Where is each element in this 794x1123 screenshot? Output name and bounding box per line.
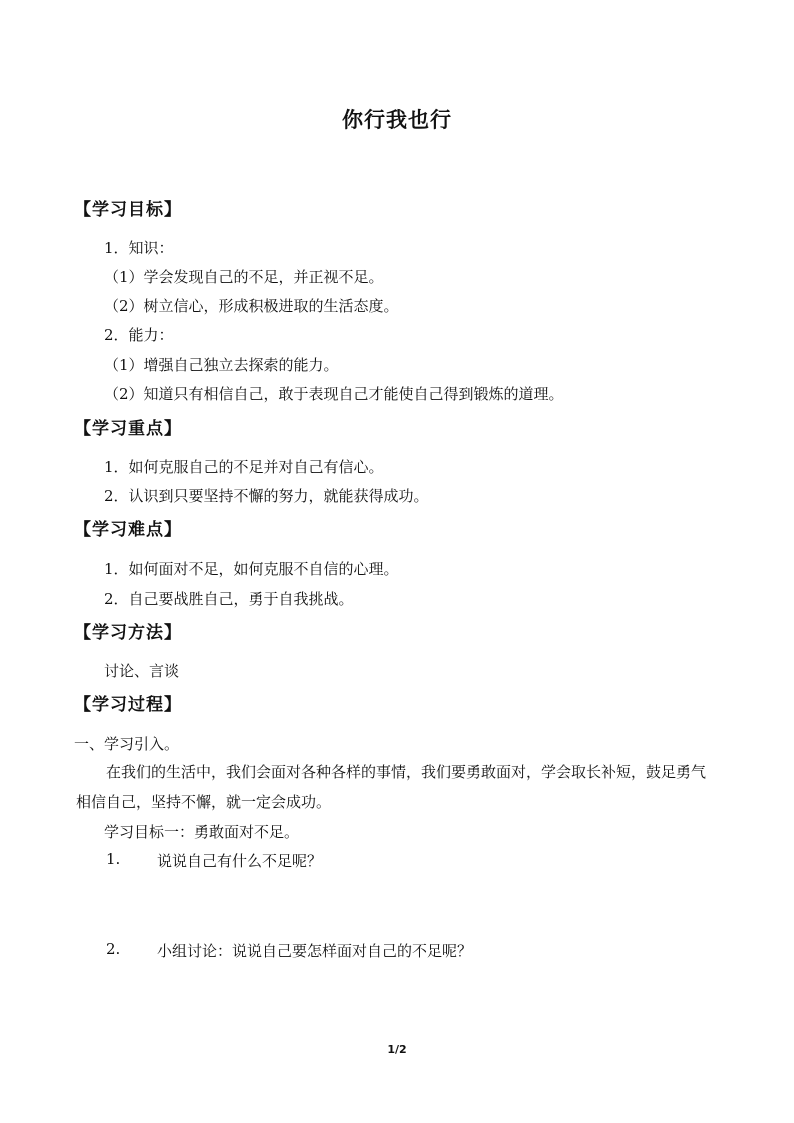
goal-one-label: 学习目标一：勇敢面对不足。 [104, 823, 300, 841]
method-text: 讨论、言谈 [104, 662, 180, 680]
goal-item: 1．知识： [104, 239, 174, 257]
key-point-item: 1．如何克服自己的不足并对自己有信心。 [104, 458, 384, 476]
section-heading-process: 【学习过程】 [74, 695, 182, 715]
intro-title: 一、学习引入。 [74, 735, 180, 753]
difficulty-item: 1．如何面对不足，如何克服不自信的心理。 [104, 560, 399, 578]
question-text: 小组讨论：说说自己要怎样面对自己的不足呢？ [157, 942, 473, 960]
difficulty-item: 2．自己要战胜自己，勇于自我挑战。 [104, 590, 354, 608]
intro-paragraph: 在我们的生活中，我们会面对各种各样的事情，我们要勇敢面对，学会取长补短，鼓足勇气相信自己，坚持不懈，就一定会成功。 [76, 763, 707, 811]
goal-item: （2）树立信心，形成积极进取的生活态度。 [104, 297, 399, 315]
document-title: 你行我也行 [342, 107, 452, 132]
question-number: 2. [106, 940, 121, 958]
goal-item: （1）增强自己独立去探索的能力。 [104, 356, 339, 374]
goal-item: 2．能力： [104, 326, 174, 344]
goal-item: （2）知道只有相信自己，敢于表现自己才能使自己得到锻炼的道理。 [104, 385, 564, 403]
question-number: 1. [106, 850, 121, 868]
goal-item: （1）学会发现自己的不足，并正视不足。 [104, 268, 384, 286]
section-heading-goals: 【学习目标】 [74, 200, 182, 220]
section-heading-method: 【学习方法】 [74, 623, 182, 643]
page-number: 1/2 [387, 1043, 407, 1056]
question-text: 说说自己有什么不足呢？ [157, 852, 323, 870]
section-heading-difficulties: 【学习难点】 [74, 520, 182, 540]
key-point-item: 2．认识到只要坚持不懈的努力，就能获得成功。 [104, 487, 429, 505]
section-heading-key-points: 【学习重点】 [74, 419, 182, 439]
